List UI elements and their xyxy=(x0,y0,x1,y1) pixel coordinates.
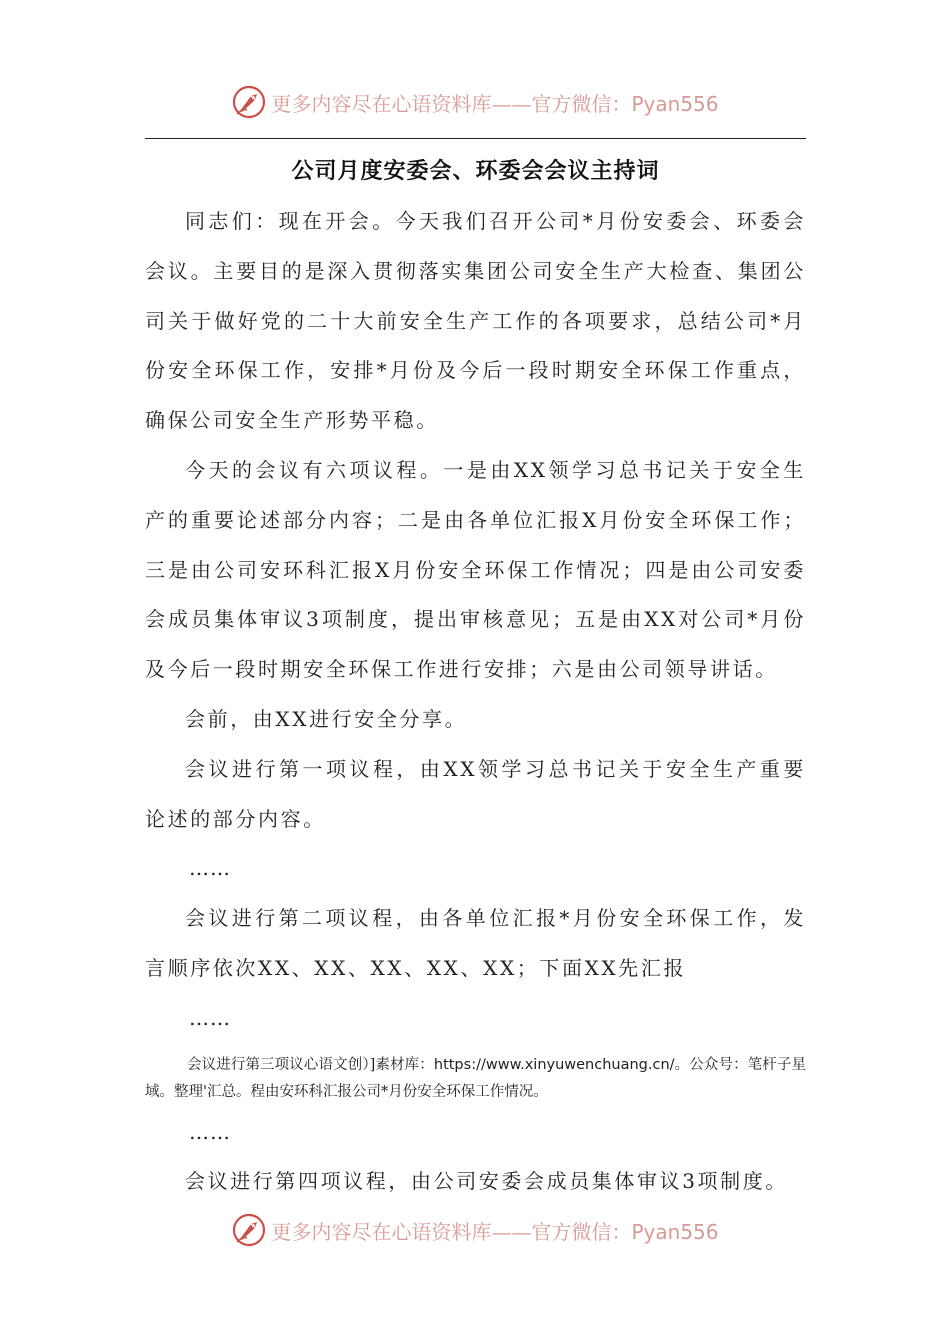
footer-banner xyxy=(0,1208,950,1252)
banner-suffix: 官方微信： xyxy=(531,1219,632,1244)
banner-site-name: 更多内容尽在心语资料库 xyxy=(271,1219,492,1244)
pen-nib-circle-icon xyxy=(231,84,267,120)
paragraph-agenda-item-2: 会议进行第二项议程，由各单位汇报*月份安全环保工作，发言顺序依次XX、XX、XX、XX、XX；下面XX先汇报 xyxy=(145,906,806,980)
item-3-suffix: 。公众号：笔杆子星域。整理'汇总。程由安环科汇报公司*月份安全环保工作情况。 xyxy=(145,1056,807,1100)
banner-text xyxy=(271,88,718,117)
paragraph-agenda-item-3 xyxy=(145,1044,806,1108)
document-title: 公司月度安委会、环委会会议主持词 xyxy=(291,159,660,184)
banner-suffix: 官方微信： xyxy=(531,91,632,116)
paragraph-safety-share: 会前，由XX进行安全分享。 xyxy=(185,706,468,731)
source-url: https://www.xinyuwenchuang.cn/ xyxy=(433,1056,675,1073)
banner-dash: —— xyxy=(491,91,532,116)
banner-text xyxy=(271,1216,718,1245)
paragraph-agenda: 今天的会议有六项议程。一是由XX领学习总书记关于安全生产的重要论述部分内容；二是由各单位汇报X月份安全环保工作；三是由公司安环科汇报X月份安全环保工作情况；四是由公司安委会成员集体审议3项制度，提出审核意见；五是由XX对公司*月份及今后一段时期安全环保工作进行安排；六是由公司领导讲话。 xyxy=(145,457,806,682)
banner-dash: —— xyxy=(491,1219,532,1244)
paragraph-agenda-item-1: 会议进行第一项议程，由XX领学习总书记关于安全生产重要论述的部分内容。 xyxy=(145,756,806,831)
banner-wechat-id: Pyan556 xyxy=(631,91,719,116)
pen-nib-circle-icon xyxy=(231,1212,267,1248)
ellipsis-2: …… xyxy=(189,1005,231,1030)
item-3-prefix: 会议进行第三项议心语文创）]素材库： xyxy=(187,1056,434,1073)
header-banner xyxy=(0,80,950,124)
paragraph-agenda-item-4: 会议进行第四项议程，由公司安委会成员集体审议3项制度。 xyxy=(185,1169,788,1194)
banner-wechat-id: Pyan556 xyxy=(631,1219,719,1244)
ellipsis-3: …… xyxy=(189,1119,231,1144)
header-divider xyxy=(145,138,806,139)
paragraph-opening: 同志们：现在开会。今天我们召开公司*月份安委会、环委会会议。主要目的是深入贯彻落实集团公司安全生产大检查、集团公司关于做好党的二十大前安全生产工作的各项要求，总结公司*月份安全环保工作，安排*月份及今后一段时期安全环保工作重点，确保公司安全生产形势平稳。 xyxy=(145,209,806,433)
banner-site-name: 更多内容尽在心语资料库 xyxy=(271,91,492,116)
ellipsis-1: …… xyxy=(189,856,231,881)
document-body xyxy=(145,197,806,1207)
